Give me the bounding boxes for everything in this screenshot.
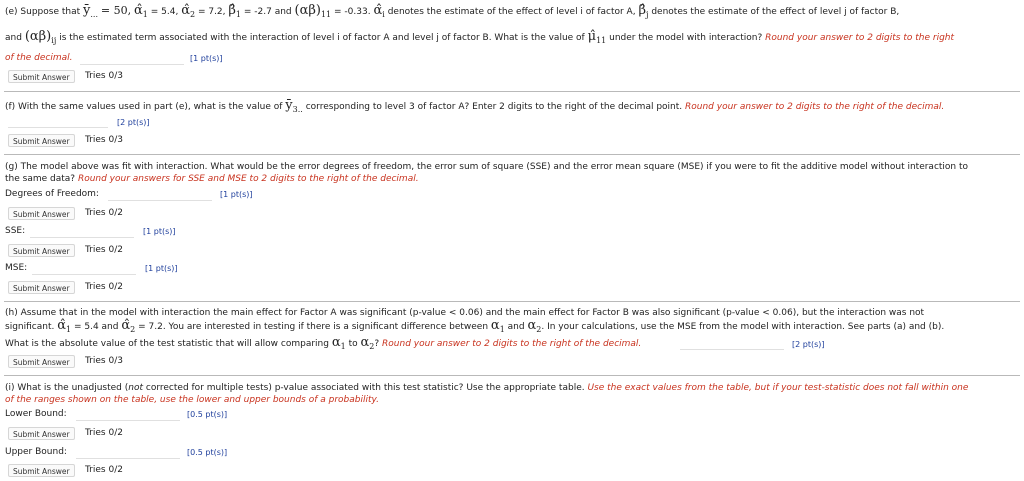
g-question2: the same data? <box>5 174 76 184</box>
divider <box>4 301 1020 302</box>
beta-j-symbol: $\betâ_j$ <box>638 3 649 19</box>
upper-bound-points: [0.5 pt(s)] <box>187 448 228 457</box>
h-alpha2-symbol: $\alphâ_2$ <box>121 318 136 334</box>
f-submit-button[interactable]: Submit Answer <box>8 134 75 147</box>
h-c2-symbol: $\alpha_2$ <box>360 335 375 351</box>
ab11-value: = -0.33. <box>334 7 371 17</box>
h-a1-symbol: $\alpha_1$ <box>490 318 505 334</box>
mse-tries: Tries 0/2 <box>85 282 123 292</box>
f-points: [2 pt(s)] <box>117 118 150 127</box>
df-points: [1 pt(s)] <box>220 190 253 199</box>
e-instruction-cont: of the decimal. <box>5 53 73 63</box>
h-alpha1-value: = 5.4 and <box>73 322 119 332</box>
i-instruction: Use the exact values from the table, but if your test-statistic does not fall within one <box>587 383 969 393</box>
lower-bound-input[interactable] <box>76 408 180 421</box>
upper-bound-input[interactable] <box>76 446 180 459</box>
g-question: (g) The model above was fit with interaction. What would be the error degrees of freedom, the error sum of square (SSE) and the error mean square (MSE) if you were to fit the additive model without interaction to <box>5 162 969 172</box>
ab11-symbol: $(\alpha\beta)_{11}$ <box>294 3 332 19</box>
f-question2: corresponding to level 3 of factor A? Enter 2 digits to the right of the decimal point. <box>305 102 683 112</box>
sse-submit-button[interactable]: Submit Answer <box>8 244 75 257</box>
beta1-symbol: $\betâ_1$ <box>228 3 241 19</box>
upper-submit-button[interactable]: Submit Answer <box>8 464 75 477</box>
mu11-symbol: $\mû_{11}$ <box>587 29 607 45</box>
h-question3: What is the absolute value of the test statistic that will allow comparing <box>5 339 329 349</box>
divider <box>4 375 1020 376</box>
alpha1-symbol: $\alphâ_1$ <box>133 3 148 19</box>
alpha1-value: = 5.4, <box>150 7 179 17</box>
h-instruction: Round your answer to 2 digits to the right of the decimal. <box>382 339 642 349</box>
h-alpha1-symbol: $\alphâ_1$ <box>57 318 72 334</box>
e-submit-button[interactable]: Submit Answer <box>8 70 75 83</box>
i-question: corrected for multiple tests) p-value associated with this test statistic? Use the appropriate table. <box>145 383 585 393</box>
g-instruction: Round your answers for SSE and MSE to 2 digits to the right of the decimal. <box>77 174 419 184</box>
ybar-value: = 50, <box>100 4 132 17</box>
mse-submit-button[interactable]: Submit Answer <box>8 281 75 294</box>
lower-submit-button[interactable]: Submit Answer <box>8 427 75 440</box>
alpha2-value: = 7.2, <box>197 7 226 17</box>
part-f-line1 <box>5 98 944 114</box>
f-instruction: Round your answer to 2 digits to the right of the decimal. <box>685 102 945 112</box>
h-and: and <box>507 322 525 332</box>
h-a2-symbol: $\alpha_2$ <box>527 318 542 334</box>
f-tries: Tries 0/3 <box>85 135 123 145</box>
alpha-i-symbol: $\alphâ_i$ <box>373 3 385 19</box>
f-answer-input[interactable] <box>8 115 108 128</box>
h-submit-button[interactable]: Submit Answer <box>8 355 75 368</box>
lower-bound-points: [0.5 pt(s)] <box>187 410 228 419</box>
h-points: [2 pt(s)] <box>792 340 825 349</box>
sse-label: SSE: <box>5 226 26 236</box>
h-to: to <box>348 339 358 349</box>
part-e-line1 <box>5 3 899 19</box>
h-question: (h) Assume that in the model with interaction the main effect for Factor A was significant (p-value < 0.06) and the main effect for Factor B was also significant (p-value < 0.06), but the interaction was not <box>5 308 925 318</box>
i-line1 <box>5 383 968 393</box>
df-tries: Tries 0/2 <box>85 208 123 218</box>
h-tries: Tries 0/3 <box>85 356 123 366</box>
sse-tries: Tries 0/2 <box>85 245 123 255</box>
i-question-start: (i) What is the unadjusted ( <box>5 383 129 393</box>
i-instruction-cont: of the ranges shown on the table, use the lower and upper bounds of a probability. <box>5 395 380 405</box>
i-not: not <box>128 383 144 393</box>
ab-ij-symbol: $(\alpha\beta)_{ij}$ <box>24 29 57 45</box>
h-qmark: ? <box>374 339 380 349</box>
sse-input[interactable] <box>30 225 134 238</box>
lower-tries: Tries 0/2 <box>85 428 123 438</box>
alpha2-symbol: $\alphâ_2$ <box>181 3 196 19</box>
e-desc1: denotes the estimate of the effect of level i of factor A, <box>387 7 636 17</box>
h-c1-symbol: $\alpha_1$ <box>331 335 346 351</box>
sse-points: [1 pt(s)] <box>143 227 176 236</box>
mse-points: [1 pt(s)] <box>145 264 178 273</box>
e-desc2: denotes the estimate of the effect of level j of factor B, <box>651 7 900 17</box>
g-line2 <box>5 174 419 184</box>
e-points: [1 pt(s)] <box>190 54 223 63</box>
f-question: (f) With the same values used in part (e), what is the value of <box>5 102 283 112</box>
ybar-symbol: $ȳ_{...}$ <box>83 3 99 19</box>
df-label: Degrees of Freedom: <box>5 189 99 199</box>
mse-input[interactable] <box>32 262 136 275</box>
e-instruction: Round your answer to 2 digits to the right <box>765 33 955 43</box>
h-line3 <box>5 335 641 351</box>
h-alpha2-value: = 7.2. You are interested in testing if there is a significant difference between <box>138 322 489 332</box>
h-significant: significant. <box>5 322 55 332</box>
e-question: is the estimated term associated with the interaction of level i of factor A and level j of factor B. What is the value of <box>59 33 585 43</box>
df-input[interactable] <box>108 188 212 201</box>
h-line2 <box>5 318 944 334</box>
divider <box>4 91 1020 92</box>
lower-bound-label: Lower Bound: <box>5 409 67 419</box>
df-submit-button[interactable]: Submit Answer <box>8 207 75 220</box>
upper-tries: Tries 0/2 <box>85 465 123 475</box>
e-intro: (e) Suppose that <box>5 7 81 17</box>
divider <box>4 154 1020 155</box>
beta1-value: = -2.7 and <box>243 7 292 17</box>
h-answer-input[interactable] <box>680 337 784 350</box>
upper-bound-label: Upper Bound: <box>5 447 67 457</box>
mse-label: MSE: <box>5 263 28 273</box>
e-and: and <box>5 33 22 43</box>
e-tries: Tries 0/3 <box>85 71 123 81</box>
part-e-line2 <box>5 29 954 45</box>
h-question2: . In your calculations, use the MSE from the model with interaction. See parts (a) and (b). <box>541 322 945 332</box>
ybar3-symbol: $ȳ_{3..}$ <box>285 98 303 114</box>
e-question2: under the model with interaction? <box>609 33 763 43</box>
e-answer-input[interactable] <box>80 52 184 65</box>
